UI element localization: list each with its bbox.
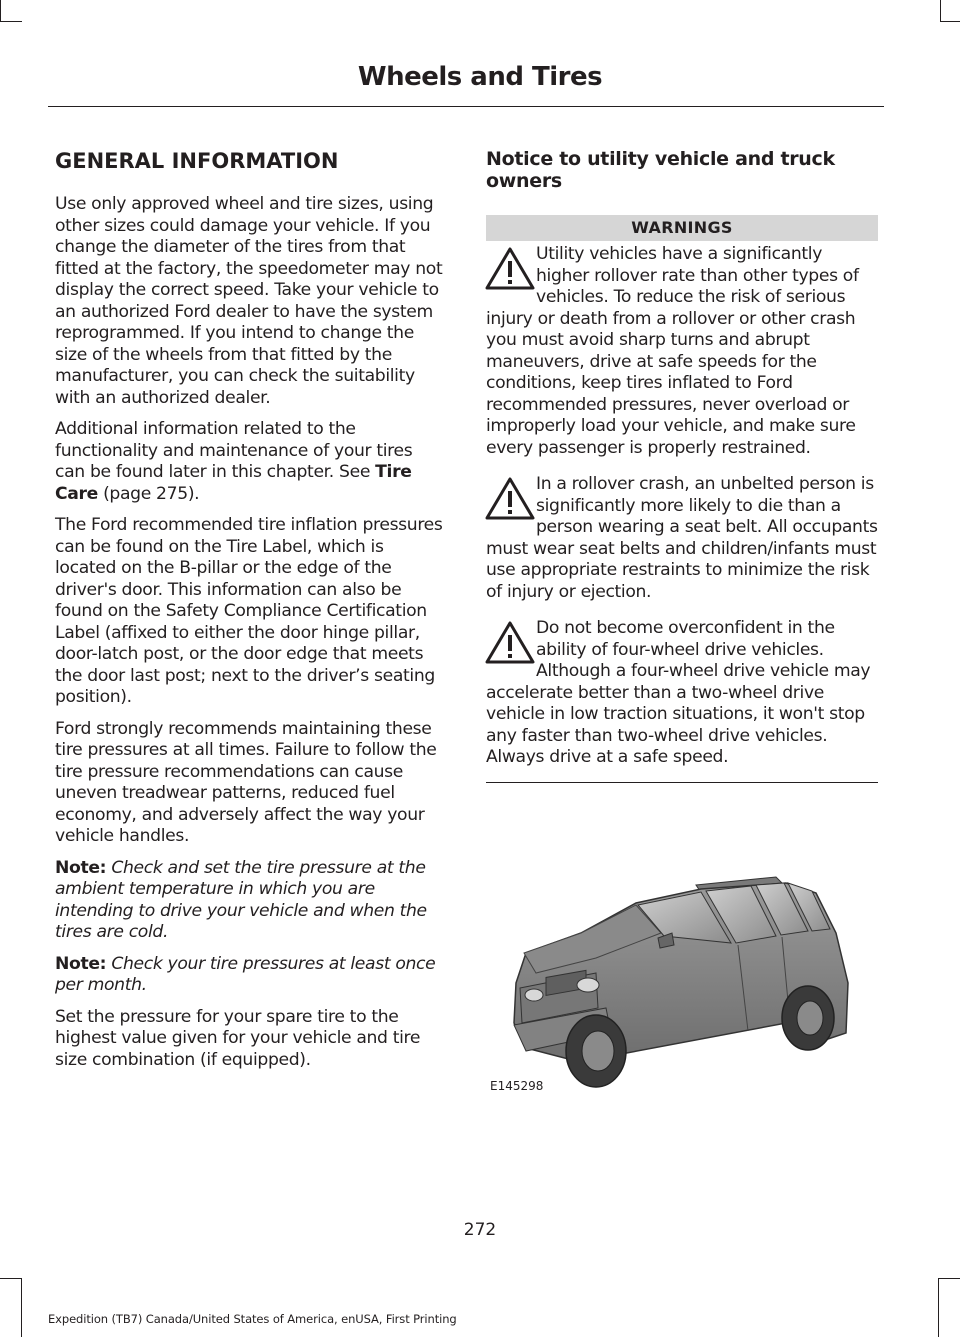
note-label: Note: xyxy=(55,953,107,974)
tire-care-link[interactable]: Tire Care xyxy=(55,462,412,504)
publication-info: Expedition (TB7) Canada/United States of America, enUSA, First Printing xyxy=(48,1312,457,1326)
warning-triangle-icon xyxy=(484,476,536,522)
crop-mark xyxy=(0,0,1,22)
paragraph-tire-label: The Ford recommended tire inflation pressures can be found on the Tire Label, which is located on the B-pillar or the edge of the driver's door. This information can also be found on the Safety Compliance Certification Label (affixed to either the door hinge pillar, door-latch post, or the door edge that meets the door last post; next to the driver’s seating position). xyxy=(55,515,443,707)
page-number: 272 xyxy=(463,1220,497,1240)
additional-info-text: Additional information related to the functionality and maintenance of your tires can be found later in this chapter. See xyxy=(55,419,413,482)
note-ambient-temperature xyxy=(55,858,447,944)
section-heading-general-information: GENERAL INFORMATION xyxy=(55,149,339,173)
paragraph-approved-sizes: Use only approved wheel and tire sizes, using other sizes could damage your vehicle. If you change the diameter of the tires from that fitted at the factory, the speedometer may not display the correct speed. Take your vehicle to an authorized Ford dealer to have the system reprogrammed. If you intend to change the size of the wheels from that fitted by the manufacturer, you can check the suitability with an authorized dealer. xyxy=(55,194,443,408)
note-text: Check and set the tire pressure at the ambient temperature in which you are intending to drive your vehicle and when the tires are cold. xyxy=(55,857,427,942)
utility-vehicle-figure xyxy=(486,793,878,1103)
left-column xyxy=(55,148,447,1081)
note-text: Check your tire pressures at least once per month. xyxy=(55,953,436,995)
tire-care-page-ref: (page 275). xyxy=(97,483,200,504)
note-monthly-check xyxy=(55,954,447,997)
warning-rollover-rate xyxy=(486,244,878,459)
crop-mark xyxy=(0,1278,22,1279)
paragraph-additional-info xyxy=(55,419,447,505)
suv-illustration xyxy=(486,793,878,1093)
crop-mark xyxy=(0,21,22,22)
crop-mark xyxy=(938,1278,960,1279)
figure-id: E145298 xyxy=(490,1078,544,1093)
warnings-divider xyxy=(486,782,878,783)
warning-text: Do not become overconfident in the ability of four-wheel drive vehicles. Although a four-wheel drive vehicle may accelerate better than a two-wheel drive vehicle in low traction situations, it won't stop any faster than two-wheel drive vehicles. Always drive at a safe speed. xyxy=(486,618,871,767)
section-heading-utility-vehicle: Notice to utility vehicle and truck owners xyxy=(486,148,835,192)
warning-four-wheel-drive xyxy=(486,618,878,769)
note-label: Note: xyxy=(55,857,107,878)
crop-mark xyxy=(938,1278,939,1337)
warning-triangle-icon xyxy=(484,620,536,666)
warning-triangle-icon xyxy=(484,246,536,292)
crop-mark xyxy=(940,0,941,22)
crop-mark xyxy=(940,21,960,22)
warning-text: Utility vehicles have a significantly higher rollover rate than other types of vehicles. To reduce the risk of serious injury or death from a rollover or other crash you must avoid sharp turns and abrupt maneuvers, drive at safe speeds for the conditions, keep tires inflated to Ford recommended pressures, never overload or improperly load your vehicle, and make sure every passenger is properly restrained. xyxy=(486,244,859,458)
page-title: Wheels and Tires xyxy=(357,62,603,92)
paragraph-recommendations: Ford strongly recommends maintaining these tire pressures at all times. Failure to follow the tire pressure recommendations can cause uneven treadwear patterns, reduced fuel economy, and adversely affect the way your vehicle handles. xyxy=(55,718,437,846)
warnings-header: WARNINGS xyxy=(486,215,878,241)
paragraph-spare-tire: Set the pressure for your spare tire to the highest value given for your vehicle and tire size combination (if equipped). xyxy=(55,1006,421,1070)
warning-unbelted xyxy=(486,474,878,603)
right-column xyxy=(486,148,878,1103)
header-divider xyxy=(48,106,884,107)
crop-mark xyxy=(21,1278,22,1337)
warning-text: In a rollover crash, an unbelted person is significantly more likely to die than a person wearing a seat belt. All occupants must wear seat belts and children/infants must use appropriate restraints to minimize the risk of injury or ejection. xyxy=(486,474,878,602)
